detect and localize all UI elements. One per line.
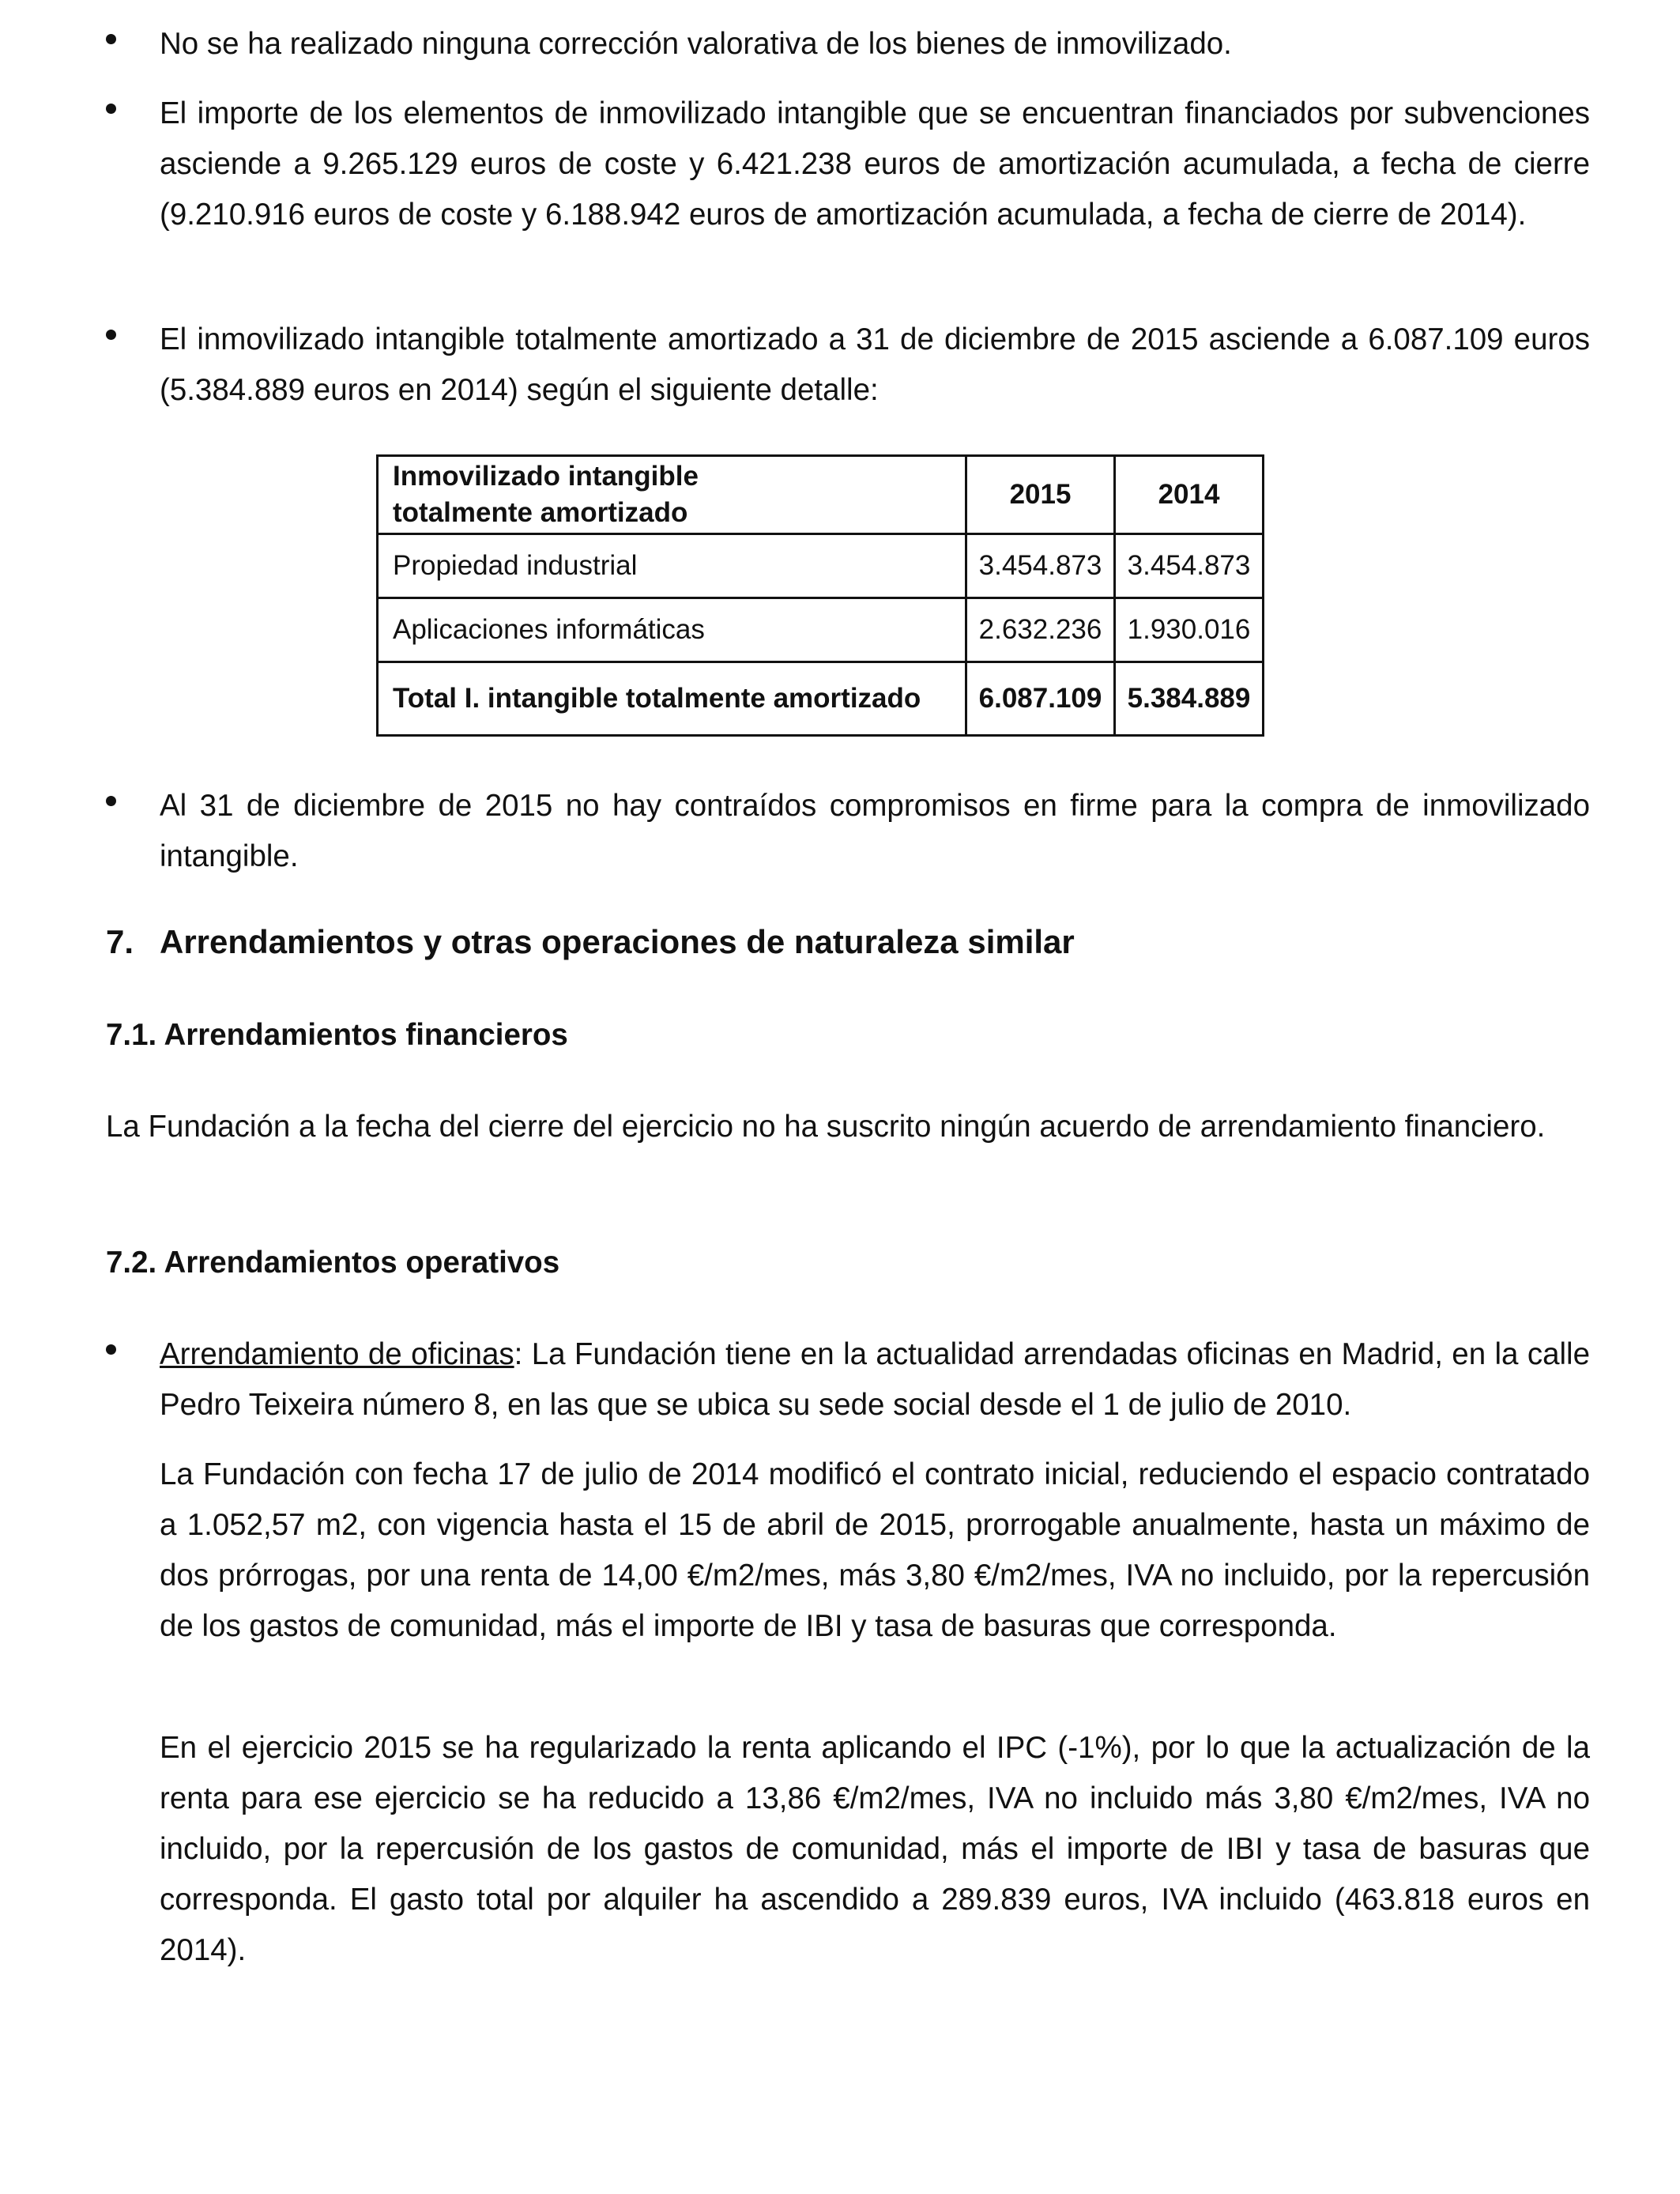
section-7-title: Arrendamientos y otras operaciones de naturaleza similar xyxy=(160,923,1075,960)
row-value-2015: 2.632.236 xyxy=(966,598,1115,662)
section-7-2-paragraph-1: La Fundación con fecha 17 de julio de 2014 modificó el contrato inicial, reduciendo el espacio contratado a 1.052,57 m2, con vigencia hasta el 15 de abril de 2015, prorrogable anualmente, hasta un máximo de dos prórrogas, por una renta de 14,00 €/m2/mes, más 3,80 €/m2/mes, IVA no incluido, por la repercusión de los gastos de comunidad, más el importe de IBI y tasa de basuras que corresponda. xyxy=(160,1457,1590,1643)
bullet-text: No se ha realizado ninguna corrección valorativa de los bienes de inmovilizado. xyxy=(160,27,1232,61)
total-value-2014: 5.384.889 xyxy=(1115,662,1264,736)
table-total-row xyxy=(378,662,1264,736)
total-label: Total I. intangible totalmente amortizado xyxy=(378,662,966,736)
underlined-label: Arrendamiento de oficinas xyxy=(160,1337,514,1371)
row-value-2015: 3.454.873 xyxy=(966,534,1115,598)
bullet-dot xyxy=(106,796,116,806)
section-7-1-heading: 7.1. Arrendamientos financieros xyxy=(106,1018,568,1052)
table-header-2015: 2015 xyxy=(966,456,1115,534)
bullet-text xyxy=(160,1329,1590,1431)
table-header-row xyxy=(378,456,1264,534)
section-7-1-body: La Fundación a la fecha del cierre del ejercicio no ha suscrito ningún acuerdo de arrendamiento financiero. xyxy=(106,1110,1546,1144)
bullet-dot xyxy=(106,1344,116,1355)
table-header-label xyxy=(378,456,966,534)
total-value-2015: 6.087.109 xyxy=(966,662,1115,736)
section-7-2-heading: 7.2. Arrendamientos operativos xyxy=(106,1246,560,1280)
section-7-2-paragraph-2: En el ejercicio 2015 se ha regularizado la renta aplicando el IPC (-1%), por lo que la actualización de la renta para ese ejercicio se ha reducido a 13,86 €/m2/mes, IVA no incluido más 3,80 €/m2/mes, IVA no incluido, por la repercusión de los gastos de comunidad, más el importe de IBI y tasa de basuras que corresponda. El gasto total por alquiler ha ascendido a 289.839 euros, IVA incluido (463.818 euros en 2014). xyxy=(160,1731,1590,1967)
section-7-heading xyxy=(106,918,1075,966)
section-7-number: 7. xyxy=(106,923,134,960)
bullet-text: El importe de los elementos de inmovilizado intangible que se encuentran financiados por subvenciones asciende a 9.265.129 euros de coste y 6.421.238 euros de amortización acumulada, a fecha de cierre (9.210.916 euros de coste y 6.188.942 euros de amortización acumulada, a fecha de cierre de 2014). xyxy=(160,96,1590,232)
header-label-line2: totalmente amortizado xyxy=(393,497,688,528)
bullet-dot xyxy=(106,34,116,44)
bullet-dot xyxy=(106,104,116,114)
bullet-dot xyxy=(106,330,116,340)
table-row xyxy=(378,598,1264,662)
header-label-line1: Inmovilizado intangible xyxy=(393,461,699,492)
row-value-2014: 1.930.016 xyxy=(1115,598,1264,662)
row-label: Aplicaciones informáticas xyxy=(378,598,966,662)
table-row xyxy=(378,534,1264,598)
table-header-2014: 2014 xyxy=(1115,456,1264,534)
bullet-body: : La Fundación tiene en la actualidad arrendadas oficinas en Madrid, en la calle Pedro Teixeira número 8, en las que se ubica su sede social desde el 1 de julio de 2010. xyxy=(160,1337,1590,1422)
bullet-text: Al 31 de diciembre de 2015 no hay contraídos compromisos en firme para la compra de inmovilizado intangible. xyxy=(160,789,1590,873)
amortizado-table xyxy=(376,454,1264,737)
bullet-text: El inmovilizado intangible totalmente amortizado a 31 de diciembre de 2015 asciende a 6.087.109 euros (5.384.889 euros en 2014) según el siguiente detalle: xyxy=(160,322,1590,407)
row-label: Propiedad industrial xyxy=(378,534,966,598)
row-value-2014: 3.454.873 xyxy=(1115,534,1264,598)
